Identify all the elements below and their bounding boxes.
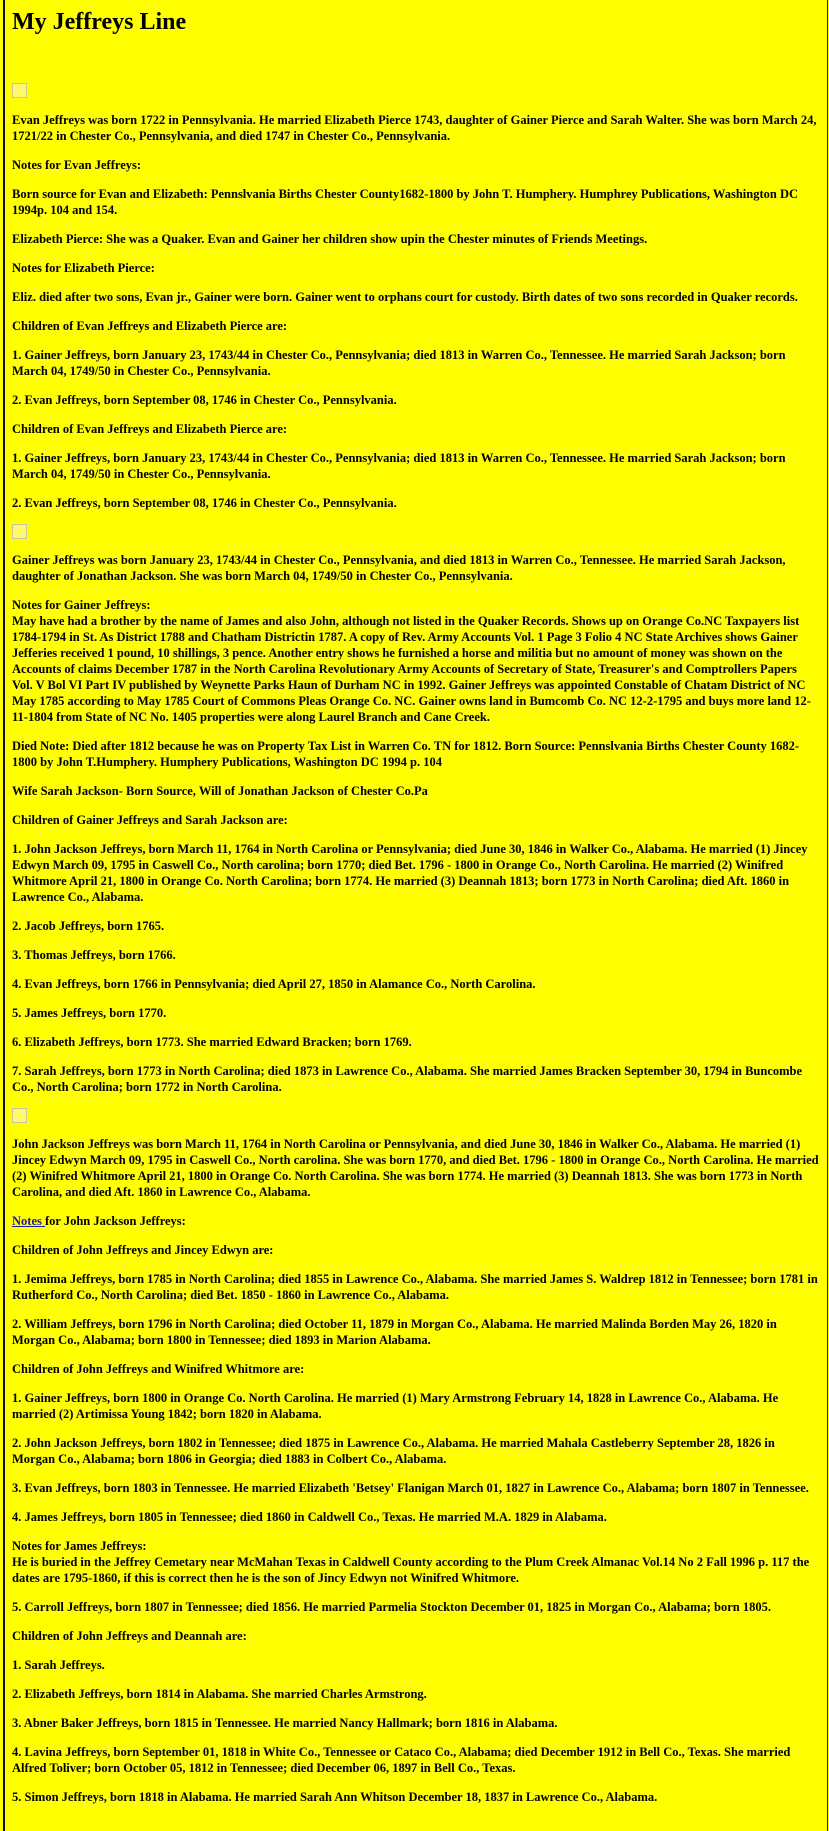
paragraph: John Jackson Jeffreys was born March 11, 1764 in North Carolina or Pennsylvania, and died June 30, 1846 in Walker Co., Alabama. He married (1) Jincey Edwyn March 09, 1795 in Caswell Co., North carolina. She was born 1770, and died Bet. 1796 - 1800 in Orange Co., North Carolina. He married (2) Winifred Whitmore April 21, 1800 in Orange Co. North Carolina. She was born 1774. He married (3) Deannah 1813. She was born 1773 in North Carolina, and died Aft. 1860 in Lawrence Co., Alabama. bbox=[12, 1137, 819, 1199]
list-item: 3. Thomas Jeffreys, born 1766. bbox=[12, 948, 176, 962]
page-title: My Jeffreys Line bbox=[12, 9, 187, 35]
paragraph: Evan Jeffreys was born 1722 in Pennsylvania. He married Elizabeth Pierce 1743, daughter of Gainer Pierce and Sarah Walter. She was born March 24, 1721/22 in Chester Co., Pennsylvania, and died 1747 in Chester Co., Pennsylvania. bbox=[12, 113, 817, 143]
broken-image-icon bbox=[12, 83, 27, 98]
list-item: 1. Sarah Jeffreys. bbox=[12, 1658, 105, 1672]
list-item: 6. Elizabeth Jeffreys, born 1773. She married Edward Bracken; born 1769. bbox=[12, 1035, 412, 1049]
list-item: 5. Carroll Jeffreys, born 1807 in Tennessee; died 1856. He married Parmelia Stockton December 01, 1825 in Morgan Co., Alabama; born 1805. bbox=[12, 1600, 771, 1614]
paragraph: Children of John Jeffreys and Jincey Edwyn are: bbox=[12, 1243, 274, 1257]
list-item: 2. John Jackson Jeffreys, born 1802 in Tennessee; died 1875 in Lawrence Co., Alabama. He married Mahala Castleberry September 28, 1826 in Morgan Co., Alabama; born 1806 in Georgia; died 1883 in Colbert Co., Alabama. bbox=[12, 1436, 775, 1466]
list-item: 3. Abner Baker Jeffreys, born 1815 in Tennessee. He married Nancy Hallmark; born 1816 in Alabama. bbox=[12, 1716, 558, 1730]
paragraph bbox=[12, 1213, 820, 1229]
list-item: 2. Jacob Jeffreys, born 1765. bbox=[12, 919, 165, 933]
left-border bbox=[3, 0, 5, 1831]
list-item: 2. Evan Jeffreys, born September 08, 1746 in Chester Co., Pennsylvania. bbox=[12, 496, 397, 510]
paragraph: Died Note: Died after 1812 because he was on Property Tax List in Warren Co. TN for 1812. Born Source: Pennslvania Births Chester County 1682-1800 by John T.Humphery. Humphery Publications, Washington DC 1994 p. 104 bbox=[12, 739, 800, 769]
notes-heading: Notes for James Jeffreys: bbox=[12, 1539, 147, 1553]
broken-image-icon bbox=[12, 524, 27, 539]
list-item: 4. James Jeffreys, born 1805 in Tennessee; died 1860 in Caldwell Co., Texas. He married M.A. 1829 in Alabama. bbox=[12, 1510, 607, 1524]
paragraph: Elizabeth Pierce: She was a Quaker. Evan and Gainer her children show upin the Chester minutes of Friends Meetings. bbox=[12, 232, 648, 246]
notes-heading: for John Jackson Jeffreys: bbox=[44, 1214, 186, 1228]
paragraph: Born source for Evan and Elizabeth: Pennslvania Births Chester County1682-1800 by John T. Humphery. Humphrey Publications, Washington DC 1994p. 104 and 154. bbox=[12, 187, 799, 217]
paragraph: Children of Evan Jeffreys and Elizabeth Pierce are: bbox=[12, 319, 288, 333]
paragraph: Children of Evan Jeffreys and Elizabeth Pierce are: bbox=[12, 422, 288, 436]
broken-image-icon bbox=[12, 1108, 27, 1123]
list-item: 2. William Jeffreys, born 1796 in North Carolina; died October 11, 1879 in Morgan Co., Alabama. He married Malinda Borden May 26, 1820 in Morgan Co., Alabama; born 1800 in Tennessee; died 1893 in Marion Alabama. bbox=[12, 1317, 777, 1347]
notes-link[interactable]: Notes bbox=[12, 1214, 45, 1228]
paragraph bbox=[12, 1538, 820, 1586]
list-item: 1. John Jackson Jeffreys, born March 11, 1764 in North Carolina or Pennsylvania; died June 30, 1846 in Walker Co., Alabama. He married (1) Jincey Edwyn March 09, 1795 in Caswell Co., North carolina; born 1770; died Bet. 1796 - 1800 in Orange Co., North Carolina. He married (2) Winifred Whitmore April 21, 1800 in Orange Co. North Carolina; born 1774. He married (3) Deannah 1813; born 1773 in North Carolina; died Aft. 1860 in Lawrence Co., Alabama. bbox=[12, 842, 808, 904]
paragraph: Children of John Jeffreys and Winifred Whitmore are: bbox=[12, 1362, 305, 1376]
list-item: 2. Evan Jeffreys, born September 08, 1746 in Chester Co., Pennsylvania. bbox=[12, 393, 397, 407]
paragraph: Notes for Elizabeth Pierce: bbox=[12, 261, 155, 275]
list-item: 3. Evan Jeffreys, born 1803 in Tennessee. He married Elizabeth 'Betsey' Flanigan March 01, 1827 in Lawrence Co., Alabama; born 1807 in Tennessee. bbox=[12, 1481, 809, 1495]
paragraph: Notes for Evan Jeffreys: bbox=[12, 158, 142, 172]
notes-heading: Notes for Gainer Jeffreys: bbox=[12, 598, 151, 612]
paragraph bbox=[12, 597, 820, 725]
list-item: 2. Elizabeth Jeffreys, born 1814 in Alabama. She married Charles Armstrong. bbox=[12, 1687, 427, 1701]
list-item: 4. Evan Jeffreys, born 1766 in Pennsylvania; died April 27, 1850 in Alamance Co., North Carolina. bbox=[12, 977, 536, 991]
list-item: 5. James Jeffreys, born 1770. bbox=[12, 1006, 167, 1020]
notes-body: May have had a brother by the name of James and also John, although not listed in the Quaker Records. Shows up on Orange Co.NC Taxpayers list 1784-1794 in St. As District 1788 and Chatham Districtin 1787. A copy of Rev. Army Accounts Vol. 1 Page 3 Folio 4 NC State Archives shows Gainer Jefferies received 1 pound, 10 shillings, 3 pence. Another entry shows he furnished a horse and militia but no amount of money was shown on the Accounts of claims December 1787 in the North Carolina Revolutionary Army Accounts of Secretary of State, Treasurer's and Comptrollers Papers Vol. V Bol VI Part IV published by Weynette Parks Haun of Durham NC in 1992. Gainer Jeffreys was appointed Constable of Chatam District of NC May 1785 according to May 1785 Court of Commons Pleas Orange Co. NC. Gainer owns land in Bumcomb Co. NC 12-2-1795 and buys more land 12-11-1804 from State of NC No. 1405 properties were along Laurel Branch and Cane Creek. bbox=[12, 614, 811, 724]
list-item: 7. Sarah Jeffreys, born 1773 in North Carolina; died 1873 in Lawrence Co., Alabama. She married James Bracken September 30, 1794 in Buncombe Co., North Carolina; born 1772 in North Carolina. bbox=[12, 1064, 803, 1094]
list-item: 4. Lavina Jeffreys, born September 01, 1818 in White Co., Tennessee or Cataco Co., Alabama; died December 1912 in Bell Co., Texas. She married Alfred Toliver; born October 05, 1812 in Tennessee; died December 06, 1897 in Bell Co., Texas. bbox=[12, 1745, 791, 1775]
paragraph: Children of Gainer Jeffreys and Sarah Jackson are: bbox=[12, 813, 288, 827]
list-item: 1. Gainer Jeffreys, born 1800 in Orange Co. North Carolina. He married (1) Mary Armstrong February 14, 1828 in Lawrence Co., Alabama. He married (2) Artimissa Young 1842; born 1820 in Alabama. bbox=[12, 1391, 779, 1421]
list-item: 1. Gainer Jeffreys, born January 23, 1743/44 in Chester Co., Pennsylvania; died 1813 in Warren Co., Tennessee. He married Sarah Jackson; born March 04, 1749/50 in Chester Co., Pennsylvania. bbox=[12, 451, 786, 481]
list-item: 1. Gainer Jeffreys, born January 23, 1743/44 in Chester Co., Pennsylvania; died 1813 in Warren Co., Tennessee. He married Sarah Jackson; born March 04, 1749/50 in Chester Co., Pennsylvania. bbox=[12, 348, 786, 378]
list-item: 1. Jemima Jeffreys, born 1785 in North Carolina; died 1855 in Lawrence Co., Alabama. She married James S. Waldrep 1812 in Tennessee; born 1781 in Rutherford Co., North Carolina; died Bet. 1850 - 1860 in Lawrence Co., Alabama. bbox=[12, 1272, 818, 1302]
paragraph: Gainer Jeffreys was born January 23, 1743/44 in Chester Co., Pennsylvania, and died 1813 in Warren Co., Tennessee. He married Sarah Jackson, daughter of Jonathan Jackson. She was born March 04, 1749/50 in Chester Co., Pennsylvania. bbox=[12, 553, 786, 583]
paragraph: Eliz. died after two sons, Evan jr., Gainer were born. Gainer went to orphans court for custody. Birth dates of two sons recorded in Quaker records. bbox=[12, 290, 798, 304]
right-border bbox=[827, 0, 828, 1831]
list-item: 5. Simon Jeffreys, born 1818 in Alabama. He married Sarah Ann Whitson December 18, 1837 in Lawrence Co., Alabama. bbox=[12, 1790, 658, 1804]
document-content bbox=[12, 0, 820, 1805]
paragraph: Wife Sarah Jackson- Born Source, Will of Jonathan Jackson of Chester Co.Pa bbox=[12, 784, 428, 798]
notes-body: He is buried in the Jeffrey Cemetary near McMahan Texas in Caldwell County according to the Plum Creek Almanac Vol.14 No 2 Fall 1996 p. 117 the dates are 1795-1860, if this is correct then he is the son of Jincy Edwyn not Winifred Whitmore. bbox=[12, 1555, 810, 1585]
paragraph: Children of John Jeffreys and Deannah are: bbox=[12, 1629, 247, 1643]
